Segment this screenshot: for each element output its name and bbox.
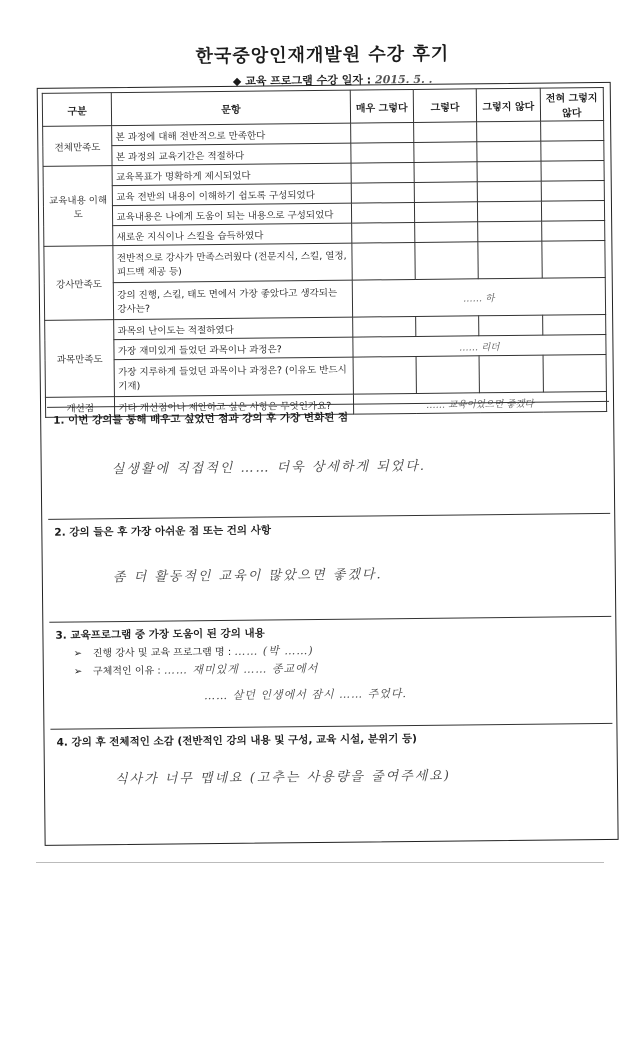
handwritten-answer-cell: …… 하 bbox=[352, 277, 606, 317]
rating-cell[interactable] bbox=[541, 240, 605, 278]
section-3-reason-cont bbox=[204, 685, 407, 703]
table-row bbox=[44, 277, 605, 320]
reason-answer-line2: …… 살던 인생에서 잠시 …… 주었다. bbox=[204, 687, 408, 703]
section-3-heading: 3. 교육프로그램 중 가장 도움이 된 강의 내용 bbox=[55, 627, 265, 642]
category-cell: 강사만족도 bbox=[44, 246, 114, 321]
category-cell: 개선점 bbox=[45, 397, 115, 418]
question-cell: 과목의 난이도는 적절하였다 bbox=[114, 317, 352, 339]
handwritten-answer-cell: …… 리더 bbox=[352, 334, 606, 357]
rating-cell[interactable] bbox=[351, 182, 415, 203]
page-bottom-line bbox=[36, 862, 604, 863]
survey-table bbox=[42, 87, 607, 418]
rating-cell[interactable] bbox=[540, 120, 604, 141]
section-4-answer: 식사가 너무 맵네요 (고추는 사용량을 줄여주세요) bbox=[114, 768, 451, 788]
rating-cell[interactable] bbox=[478, 181, 542, 202]
header-disagree: 그렇지 않다 bbox=[477, 88, 541, 122]
header-strongly-disagree: 전혀 그렇지 않다 bbox=[540, 87, 604, 121]
rating-cell[interactable] bbox=[478, 241, 542, 279]
rating-cell[interactable] bbox=[542, 314, 606, 335]
rating-cell[interactable] bbox=[415, 242, 479, 280]
category-cell: 전체만족도 bbox=[43, 126, 113, 167]
rating-cell[interactable] bbox=[540, 140, 604, 161]
rating-cell[interactable] bbox=[351, 202, 415, 223]
question-cell: 전반적으로 강사가 만족스러웠다 (전문지식, 스킬, 열정, 피드백 제공 등) bbox=[113, 243, 352, 282]
rating-cell[interactable] bbox=[477, 141, 541, 162]
rating-cell[interactable] bbox=[479, 355, 543, 393]
rating-cell[interactable] bbox=[415, 222, 479, 243]
rating-cell[interactable] bbox=[541, 200, 605, 221]
question-cell: 새로운 지식이나 스킬을 습득하였다 bbox=[113, 223, 351, 245]
rating-cell[interactable] bbox=[350, 142, 414, 163]
header-agree: 그렇다 bbox=[413, 89, 477, 123]
rating-cell[interactable] bbox=[541, 220, 605, 241]
header-question: 문항 bbox=[112, 90, 351, 125]
rating-cell[interactable] bbox=[351, 222, 415, 243]
rating-cell[interactable] bbox=[414, 182, 478, 203]
section-3-item-reason bbox=[74, 660, 319, 679]
section-1-heading: 1. 이번 강의를 통해 배우고 싶었던 점과 강의 후 가장 변화된 점 bbox=[53, 411, 349, 427]
date-value: 2015. 5. . bbox=[374, 72, 433, 87]
rating-cell[interactable] bbox=[477, 121, 541, 142]
rating-cell[interactable] bbox=[414, 142, 478, 163]
rating-cell[interactable] bbox=[477, 161, 541, 182]
table-row bbox=[45, 354, 606, 397]
rating-cell[interactable] bbox=[351, 162, 415, 183]
rating-cell[interactable] bbox=[416, 316, 480, 337]
rating-cell[interactable] bbox=[416, 356, 480, 394]
question-cell: 기타 개선점이나 제안하고 싶은 사항은 무엇인가요? bbox=[115, 394, 353, 416]
rating-cell[interactable] bbox=[350, 122, 414, 143]
section-4-heading: 4. 강의 후 전체적인 소감 (전반적인 강의 내용 및 구성, 교육 시설, 분위기 등) bbox=[56, 732, 418, 749]
rating-cell[interactable] bbox=[543, 354, 607, 392]
rating-cell[interactable] bbox=[353, 356, 417, 394]
arrow-icon: ➢ bbox=[73, 648, 83, 660]
page-title: 한국중앙인재개발원 수강 후기 bbox=[195, 43, 450, 68]
header-very-agree: 매우 그렇다 bbox=[350, 89, 414, 123]
question-cell: 교육목표가 명확하게 제시되었다 bbox=[112, 163, 350, 185]
form-frame bbox=[37, 82, 619, 846]
question-cell: 본 과정에 대해 전반적으로 만족한다 bbox=[112, 123, 350, 145]
rating-cell[interactable] bbox=[479, 315, 543, 336]
instructor-answer: …… (박 ……) bbox=[234, 644, 314, 658]
rating-cell[interactable] bbox=[541, 180, 605, 201]
header-category: 구분 bbox=[42, 93, 112, 127]
question-cell: 강의 진행, 스킬, 태도 면에서 가장 좋았다고 생각되는 강사는? bbox=[114, 280, 353, 319]
rating-cell[interactable] bbox=[478, 201, 542, 222]
rating-cell[interactable] bbox=[414, 162, 478, 183]
rating-cell[interactable] bbox=[414, 122, 478, 143]
section-divider bbox=[50, 723, 612, 730]
date-label: 교육 프로그램 수강 일자 : bbox=[245, 73, 372, 88]
rating-cell[interactable] bbox=[541, 160, 605, 181]
category-cell: 교육내용 이해도 bbox=[43, 166, 113, 247]
question-cell: 교육 전반의 내용이 이해하기 쉽도록 구성되었다 bbox=[113, 183, 351, 205]
arrow-icon: ➢ bbox=[73, 666, 83, 678]
table-row bbox=[44, 240, 605, 283]
section-3-item-instructor bbox=[74, 642, 314, 661]
reason-label: 구체적인 이유 : bbox=[92, 665, 161, 678]
section-divider bbox=[49, 616, 611, 623]
question-cell: 교육내용은 나에게 도움이 되는 내용으로 구성되었다 bbox=[113, 203, 351, 225]
section-2-answer: 좀 더 활동적인 교육이 많았으면 좋겠다. bbox=[112, 567, 383, 586]
review-form bbox=[28, 14, 625, 880]
question-cell: 가장 재미있게 들었던 과목이나 과정은? bbox=[114, 337, 352, 359]
reason-answer: …… 재미있게 …… 종교에서 bbox=[163, 661, 319, 677]
handwritten-answer-cell: …… 교육이었으면 좋겠다 bbox=[353, 391, 607, 414]
section-2-heading: 2. 강의 들은 후 가장 아쉬운 점 또는 건의 사항 bbox=[54, 524, 272, 539]
section-divider bbox=[48, 513, 610, 520]
question-cell: 본 과정의 교육기간은 적절하다 bbox=[112, 143, 350, 165]
rating-cell[interactable] bbox=[414, 202, 478, 223]
instructor-label: 진행 강사 및 교육 프로그램 명 : bbox=[92, 646, 232, 660]
question-cell: 가장 지루하게 들었던 과목이나 과정은? (이유도 반드시 기재) bbox=[114, 357, 353, 396]
section-1-answer: 실생활에 직접적인 …… 더욱 상세하게 되었다. bbox=[111, 458, 427, 478]
diamond-marker: ◆ bbox=[232, 74, 242, 88]
rating-cell[interactable] bbox=[352, 316, 416, 337]
rating-cell[interactable] bbox=[478, 221, 542, 242]
category-cell: 과목만족도 bbox=[45, 320, 115, 398]
rating-cell[interactable] bbox=[351, 242, 415, 280]
